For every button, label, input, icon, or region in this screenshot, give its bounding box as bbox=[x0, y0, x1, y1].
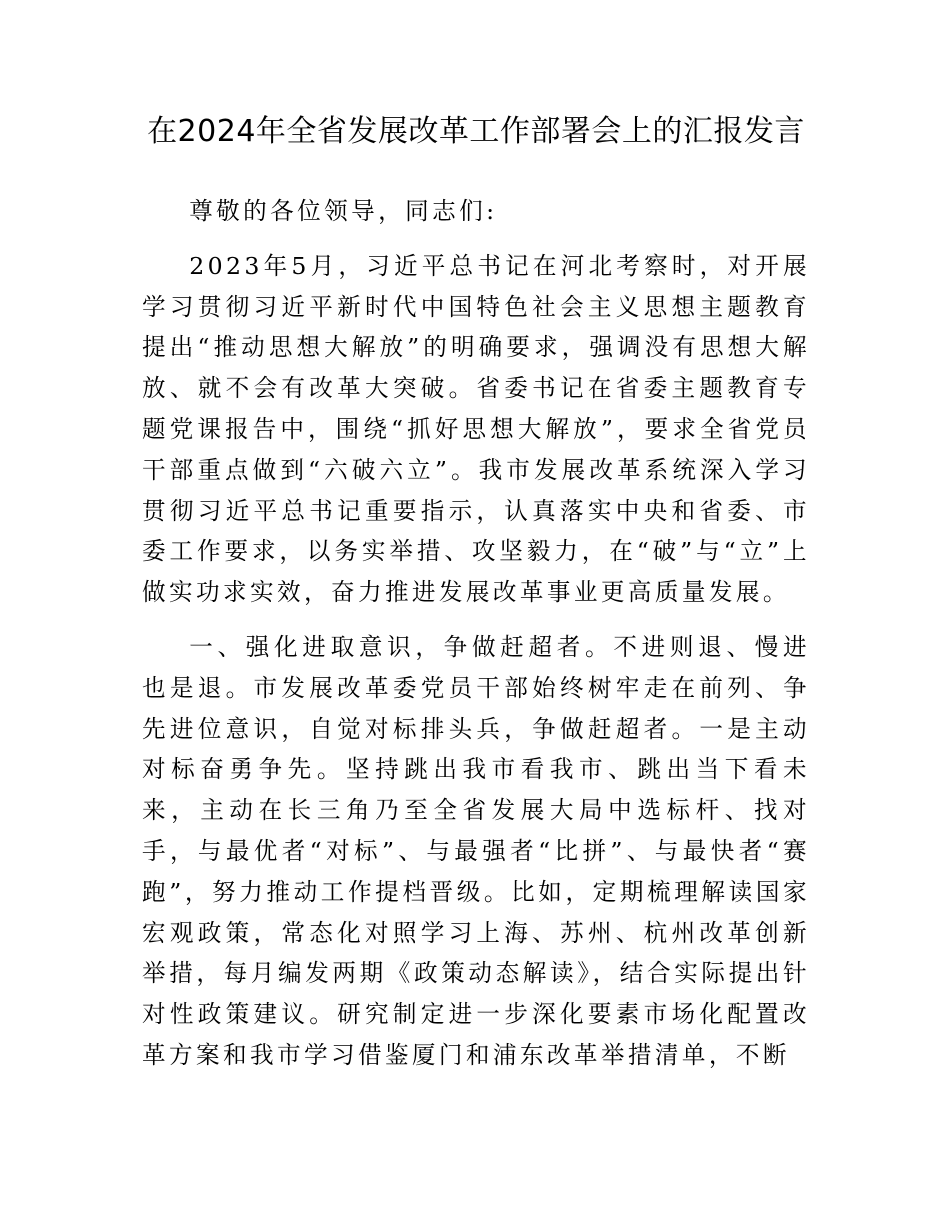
paragraph-section-1: 一、强化进取意识，争做赶超者。不进则退、慢进也是退。市发展改革委党员干部始终树牢走在前列、争先进位意识，自觉对标排头兵，争做赶超者。一是主动对标奋勇争先。坚持跳出我市看我市、跳出当下看未来，主动在长三角乃至全省发展大局中选标杆、找对手，与最优者“对标”、与最强者“比拼”、与最快者“赛跑”，努力推动工作提档晋级。比如，定期梳理解读国家宏观政策，常态化对照学习上海、苏州、杭州改革创新举措，每月编发两期《政策动态解读》，结合实际提出针对性政策建议。研究制定进一步深化要素市场化配置改革方案和我市学习借鉴厦门和浦东改革举措清单，不断 bbox=[142, 632, 810, 1069]
paragraph-intro: 2023年5月，习近平总书记在河北考察时，对开展学习贯彻习近平新时代中国特色社会主义思想主题教育提出“推动思想大解放”的明确要求，强调没有思想大解放、就不会有改革大突破。省委书记在省委主题教育专题党课报告中，围绕“抓好思想大解放”，要求全省党员干部重点做到“六破六立”。我市发展改革系统深入学习贯彻习近平总书记重要指示，认真落实中央和省委、市委工作要求，以务实举措、攻坚毅力，在“破”与“立”上做实功求实效，奋力推进发展改革事业更高质量发展。 bbox=[142, 251, 810, 607]
document-body bbox=[142, 191, 810, 1090]
salutation: 尊敬的各位领导，同志们: bbox=[189, 197, 498, 225]
document-title: 在2024年全省发展改革工作部署会上的汇报发言 bbox=[147, 114, 805, 149]
